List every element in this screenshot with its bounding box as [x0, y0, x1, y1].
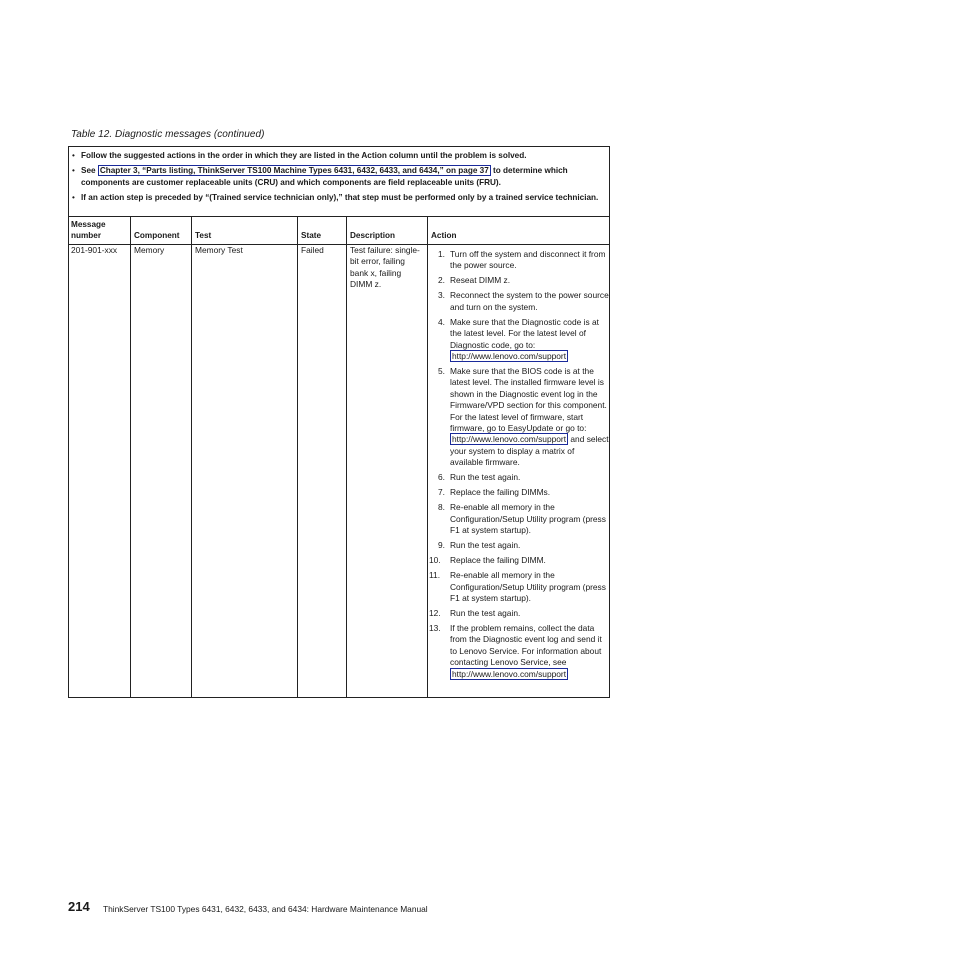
action-step: 4. Make sure that the Diagnostic code is at the latest level. For the latest level of Diagnostic code, go to: http://www.lenovo.com/support — [438, 316, 599, 362]
action-step: 6. Run the test again. — [438, 472, 521, 483]
action-list — [429, 249, 609, 684]
note-3: • If an action step is preceded by “(Trained service technician only),” that step must be performed only by a trained service technician. — [72, 193, 599, 202]
action-step: 11. Re-enable all memory in the Configuration/Setup Utility program (press F1 at system startup). — [429, 570, 606, 603]
column-divider — [130, 216, 131, 698]
column-divider — [346, 216, 347, 698]
note-2: • See Chapter 3, “Parts listing, ThinkServer TS100 Machine Types 6431, 6432, 6433, and 6434,” on page 37 to determine which components are customer replaceable units (CRU) and which components are field replaceable units (FRU). — [72, 166, 568, 187]
action-step: 12. Run the test again. — [429, 607, 521, 618]
column-divider — [427, 216, 428, 698]
action-step: 10. Replace the failing DIMM. — [429, 555, 546, 566]
action-step: 8. Re-enable all memory in the Configuration/Setup Utility program (press F1 at system startup). — [438, 502, 606, 536]
action-step: 3. Reconnect the system to the power source and turn on the system. — [438, 290, 609, 312]
action-step: 5. Make sure that the BIOS code is at the latest level. The installed firmware level is shown in the Diagnostic event log in the Firmware/VPD section for this component. For the latest level of firmware, start firmware, go to EasyUpdate or go to: http://www.lenovo.com/support and select your system to display a matrix of available firmware. — [438, 366, 609, 468]
chapter-3-link[interactable]: Chapter 3, “Parts listing, ThinkServer TS100 Machine Types 6431, 6432, 6433, and 6434,” on page 37 — [99, 166, 489, 175]
header-state: State — [301, 231, 322, 240]
action-step: 7. Replace the failing DIMMs. — [438, 487, 551, 498]
header-action: Action — [431, 231, 457, 240]
column-divider — [297, 216, 298, 698]
header-description: Description — [350, 231, 396, 240]
action-step: 1. Turn off the system and disconnect it from the power source. — [438, 249, 606, 271]
table-caption: Table 12. Diagnostic messages (continued) — [71, 129, 265, 140]
lenovo-support-link[interactable]: http://www.lenovo.com/support — [452, 434, 567, 445]
cell-component: Memory — [134, 245, 165, 255]
note-1: • Follow the suggested actions in the order in which they are listed in the Action column until the problem is solved. — [72, 151, 527, 160]
cell-state: Failed — [301, 245, 324, 255]
diagnostic-table — [68, 146, 610, 698]
table-notes — [69, 147, 609, 217]
bullet-icon: • — [72, 166, 75, 175]
bullet-icon: • — [72, 193, 75, 202]
bullet-icon: • — [72, 151, 75, 160]
action-step: 2. Reseat DIMM z. — [438, 275, 511, 286]
running-footer: ThinkServer TS100 Types 6431, 6432, 6433, and 6434: Hardware Maintenance Manual — [103, 904, 428, 914]
action-step: 9. Run the test again. — [438, 540, 521, 551]
header-message-number: Message number — [71, 220, 106, 240]
lenovo-support-link[interactable]: http://www.lenovo.com/support — [452, 668, 567, 679]
header-component: Component — [134, 231, 180, 240]
header-test: Test — [195, 231, 212, 240]
page-number: 214 — [68, 899, 90, 914]
cell-description: Test failure: single-bit error, failing bank x, failing DIMM z. — [350, 245, 420, 290]
column-divider — [191, 216, 192, 698]
lenovo-support-link[interactable]: http://www.lenovo.com/support — [452, 351, 567, 362]
cell-test: Memory Test — [195, 245, 243, 255]
cell-message-number: 201-901-xxx — [71, 245, 118, 255]
action-step: 13. If the problem remains, collect the data from the Diagnostic event log and send it to Lenovo Service. For information about contacting Lenovo Service, see http://www.lenovo.com/support — [429, 622, 602, 679]
